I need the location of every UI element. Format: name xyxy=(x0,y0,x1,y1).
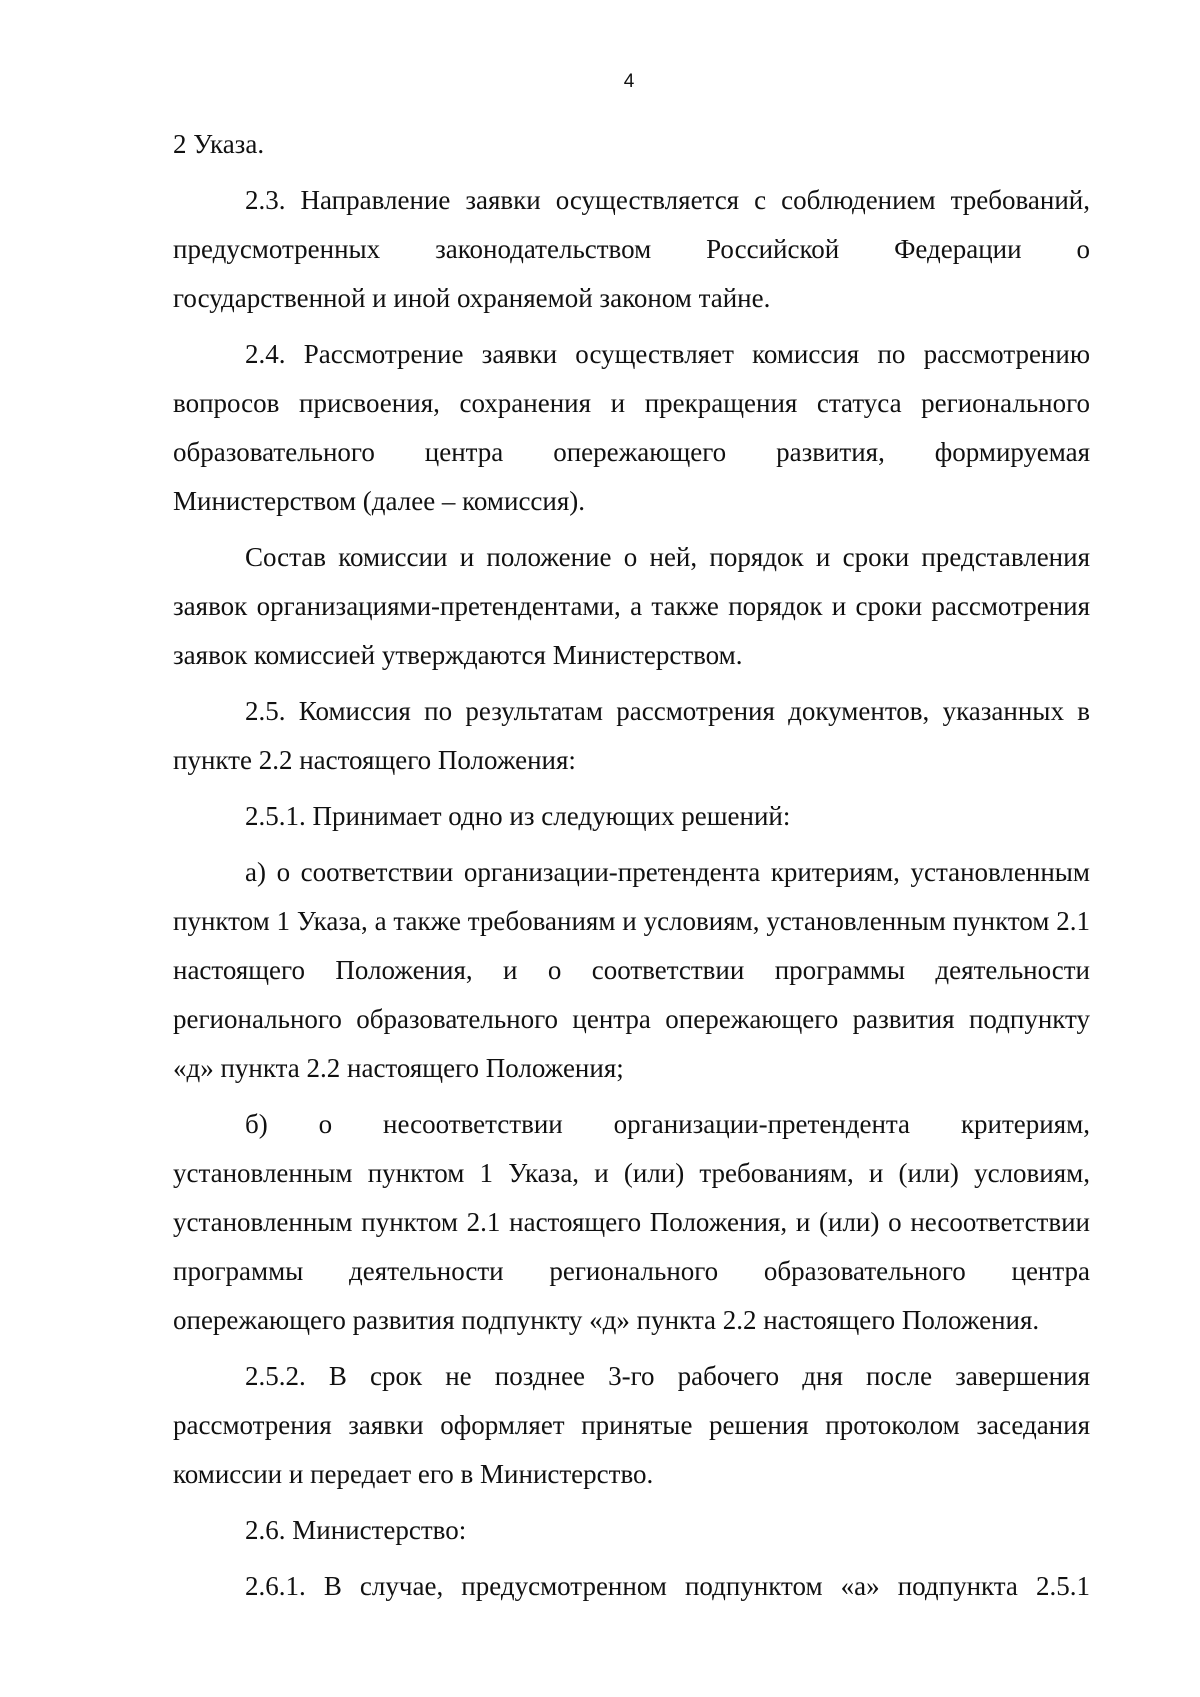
paragraph-ukaz-continuation: 2 Указа. xyxy=(173,129,265,159)
paragraph-2-6: 2.6. Министерство: xyxy=(245,1515,467,1545)
paragraph-2-5: 2.5. Комиссия по результатам рассмотрения документов, указанных в пункте 2.2 настоящего Положения: xyxy=(173,696,1090,775)
document-body xyxy=(173,120,1090,1618)
page-number: 4 xyxy=(623,71,635,92)
paragraph-2-5-1: 2.5.1. Принимает одно из следующих решений: xyxy=(245,801,791,831)
paragraph-2-4: 2.4. Рассмотрение заявки осуществляет комиссия по рассмотрению вопросов присвоения, сохранения и прекращения статуса регионального образовательного центра опережающего развития, формируемая Министерством (далее – комиссия). xyxy=(173,339,1090,516)
paragraph-item-b: б) о несоответствии организации-претендента критериям, установленным пунктом 1 Указа, и (или) требованиям, и (или) условиям, установленным пунктом 2.1 настоящего Положения, и (или) о несоответствии программы деятельности регионального образовательного центра опережающего развития подпункту «д» пункта 2.2 настоящего Положения. xyxy=(173,1109,1090,1335)
paragraph-2-3: 2.3. Направление заявки осуществляется с соблюдением требований, предусмотренных законодательством Российской Федерации о государственной и иной охраняемой законом тайне. xyxy=(173,185,1090,313)
paragraph-commission-composition: Состав комиссии и положение о ней, порядок и сроки представления заявок организациями-претендентами, а также порядок и сроки рассмотрения заявок комиссией утверждаются Министерством. xyxy=(173,542,1090,670)
paragraph-2-5-2: 2.5.2. В срок не позднее 3-го рабочего дня после завершения рассмотрения заявки оформляет принятые решения протоколом заседания комиссии и передает его в Министерство. xyxy=(173,1361,1090,1489)
paragraph-item-a: а) о соответствии организации-претендента критериям, установленным пунктом 1 Указа, а также требованиям и условиям, установленным пунктом 2.1 настоящего Положения, и о соответствии программы деятельности регионального образовательного центра опережающего развития подпункту «д» пункта 2.2 настоящего Положения; xyxy=(173,857,1090,1083)
paragraph-2-6-1: 2.6.1. В случае, предусмотренном подпунктом «а» подпункта 2.5.1 xyxy=(245,1571,1090,1601)
